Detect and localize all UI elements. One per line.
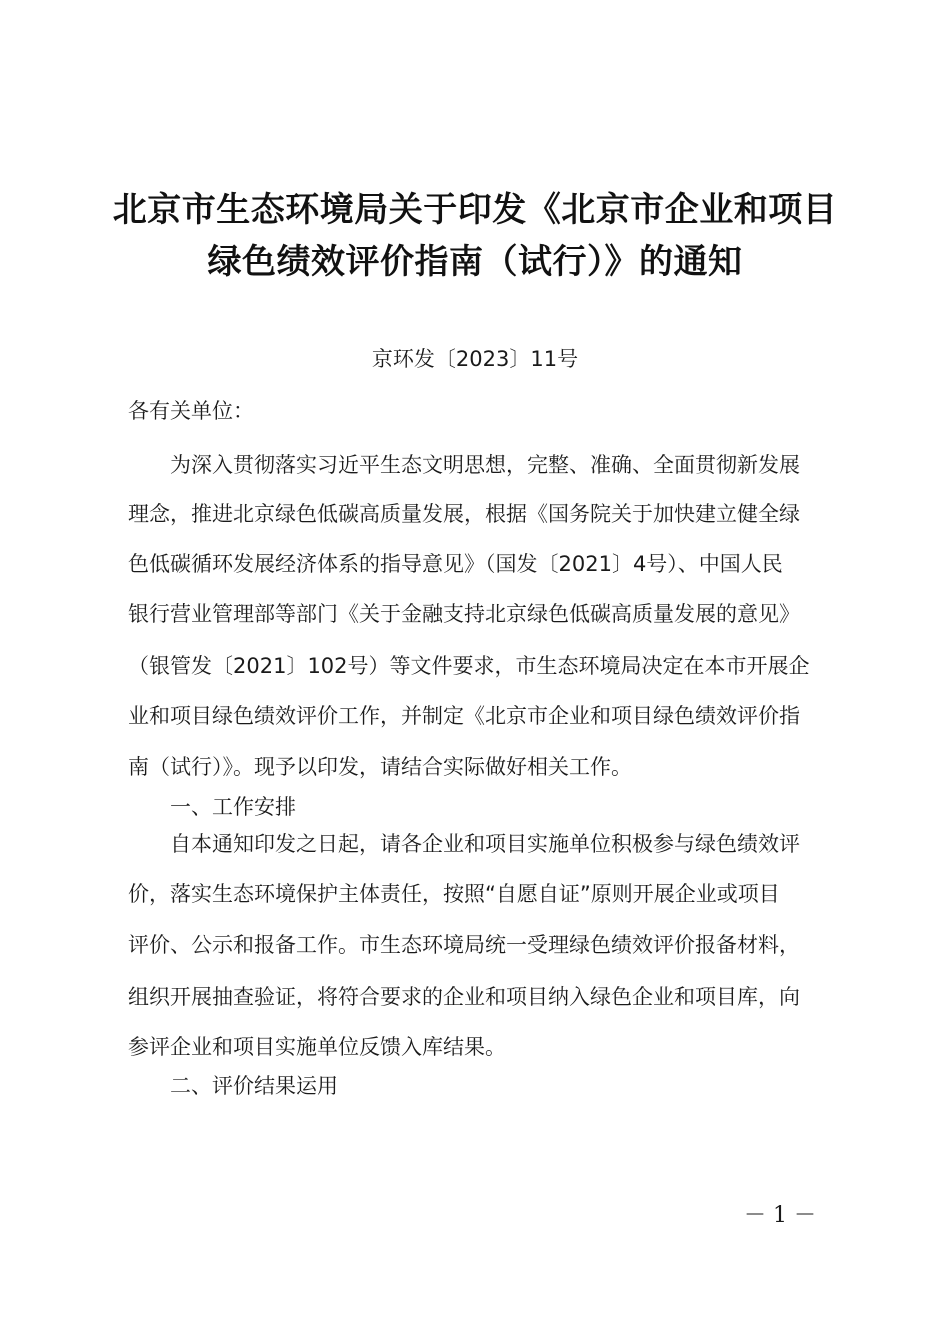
paragraph-2-line-2: 价，落实生态环境保护主体责任，按照“自愿自证”原则开展企业或项目 xyxy=(128,882,780,906)
paragraph-2-line-4: 组织开展抽查验证，将符合要求的企业和项目纳入绿色企业和项目库，向 xyxy=(128,985,800,1009)
paragraph-1-line-4: 银行营业管理部等部门《关于金融支持北京绿色低碳高质量发展的意见》 xyxy=(128,602,800,626)
paragraph-2-line-5: 参评企业和项目实施单位反馈入库结果。 xyxy=(128,1035,506,1059)
paragraph-1-line-3: 色低碳循环发展经济体系的指导意见》（国发〔2021〕4号）、中国人民 xyxy=(128,552,783,576)
document-number: 京环发〔2023〕11号 xyxy=(371,347,579,371)
salutation: 各有关单位： xyxy=(128,399,254,423)
document-title-line-1: 北京市生态环境局关于印发《北京市企业和项目 xyxy=(112,190,838,230)
section-1-heading: 一、工作安排 xyxy=(170,795,296,819)
paragraph-2-line-3: 评价、公示和报备工作。市生态环境局统一受理绿色绩效评价报备材料， xyxy=(128,933,800,957)
paragraph-1-line-1: 为深入贯彻落实习近平生态文明思想，完整、准确、全面贯彻新发展 xyxy=(170,453,800,477)
section-2-heading: 二、评价结果运用 xyxy=(170,1074,338,1098)
paragraph-1-line-7: 南（试行）》。现予以印发，请结合实际做好相关工作。 xyxy=(128,755,632,779)
paragraph-1-line-5: （银管发〔2021〕102号）等文件要求，市生态环境局决定在本市开展企 xyxy=(128,654,810,678)
paragraph-1-line-6: 业和项目绿色绩效评价工作，并制定《北京市企业和项目绿色绩效评价指 xyxy=(128,704,800,728)
document-title xyxy=(100,184,850,288)
paragraph-2-line-1: 自本通知印发之日起，请各企业和项目实施单位积极参与绿色绩效评 xyxy=(170,832,800,856)
paragraph-1-line-2: 理念，推进北京绿色低碳高质量发展，根据《国务院关于加快建立健全绿 xyxy=(128,502,800,526)
page-number: － 1 － xyxy=(744,1203,816,1228)
document-title-line-2: 绿色绩效评价指南（试行）》的通知 xyxy=(207,242,743,282)
